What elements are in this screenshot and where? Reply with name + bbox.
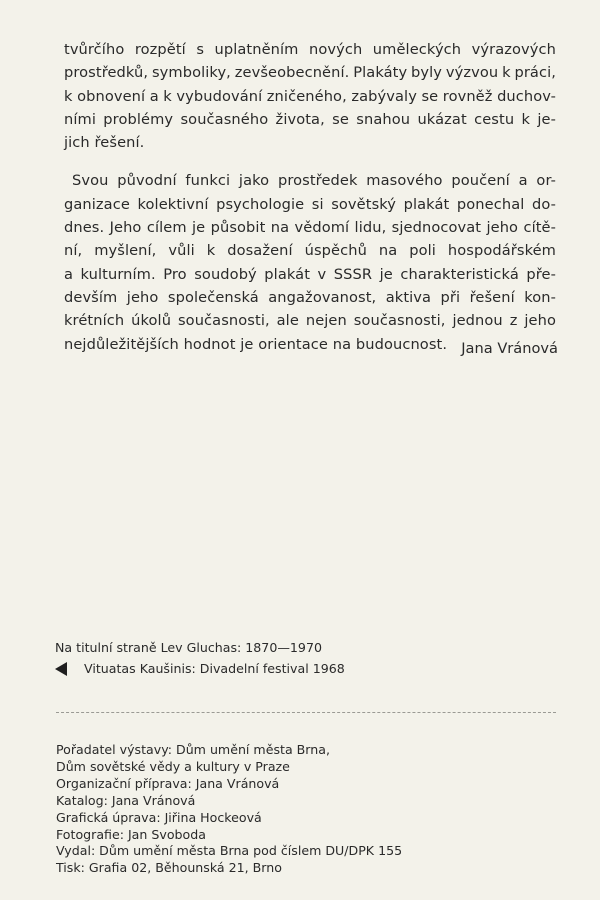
colophon-line: Katalog: Jana Vránová xyxy=(56,792,196,808)
text-line: prostředků, symboliky, zevšeobecnění. Plakáty byly výzvou k práci, xyxy=(64,64,556,82)
divider xyxy=(56,712,556,713)
paragraph-2 xyxy=(64,169,556,355)
left-pointing-triangle-icon xyxy=(55,662,67,676)
text-line: devším jeho společenská angažovanost, aktiva při řešení kon- xyxy=(64,288,556,306)
facing-caption-text: Vituatas Kaušinis: Divadelní festival 1968 xyxy=(84,661,345,676)
text-line: krétních úkolů současnosti, ale nejen současnosti, jednou z jeho xyxy=(64,312,556,330)
colophon-line: Fotografie: Jan Svoboda xyxy=(56,826,206,842)
image-captions xyxy=(55,637,345,679)
colophon-line: Pořadatel výstavy: Dům umění města Brna, xyxy=(56,742,330,757)
cover-caption-text: Na titulní straně Lev Gluchas: 1870—1970 xyxy=(55,640,322,655)
colophon-line: Grafická úprava: Jiřina Hockeová xyxy=(56,809,262,825)
text-line: jich řešení. xyxy=(64,134,145,152)
colophon-line: Organizační příprava: Jana Vránová xyxy=(56,775,280,791)
cover-caption xyxy=(55,637,345,658)
colophon-line: Tisk: Grafia 02, Běhounská 21, Brno xyxy=(56,860,282,876)
colophon-line: Vydal: Dům umění města Brna pod číslem DU/DPK 155 xyxy=(56,843,403,859)
text-line: ganizace kolektivní psychologie si sovětský plakát ponechal do- xyxy=(64,195,556,213)
colophon xyxy=(56,742,402,877)
text-line: k obnovení a k vybudování zničeného, zabývaly se rovněž duchov- xyxy=(64,87,556,105)
facing-caption xyxy=(55,658,345,679)
text-line: Svou původní funkci jako prostředek masového poučení a or- xyxy=(72,172,556,190)
colophon-line: Dům sovětské vědy a kultury v Praze xyxy=(56,758,290,774)
body-text xyxy=(64,38,556,356)
text-line: nejdůležitějších hodnot je orientace na budoucnost. xyxy=(64,335,448,353)
author-signature: Jana Vránová xyxy=(461,340,558,357)
paragraph-1 xyxy=(64,38,556,154)
text-line: ními problémy současného života, se snahou ukázat cestu k je- xyxy=(64,110,556,128)
text-line: dnes. Jeho cílem je působit na vědomí lidu, sjednocovat jeho cítě- xyxy=(64,219,556,237)
text-line: a kulturním. Pro soudobý plakát v SSSR je charakteristická pře- xyxy=(64,265,556,283)
text-line: tvůrčího rozpětí s uplatněním nových uměleckých výrazových xyxy=(64,41,556,58)
text-line: ní, myšlení, vůli k dosažení úspěchů na poli hospodářském xyxy=(64,242,556,260)
